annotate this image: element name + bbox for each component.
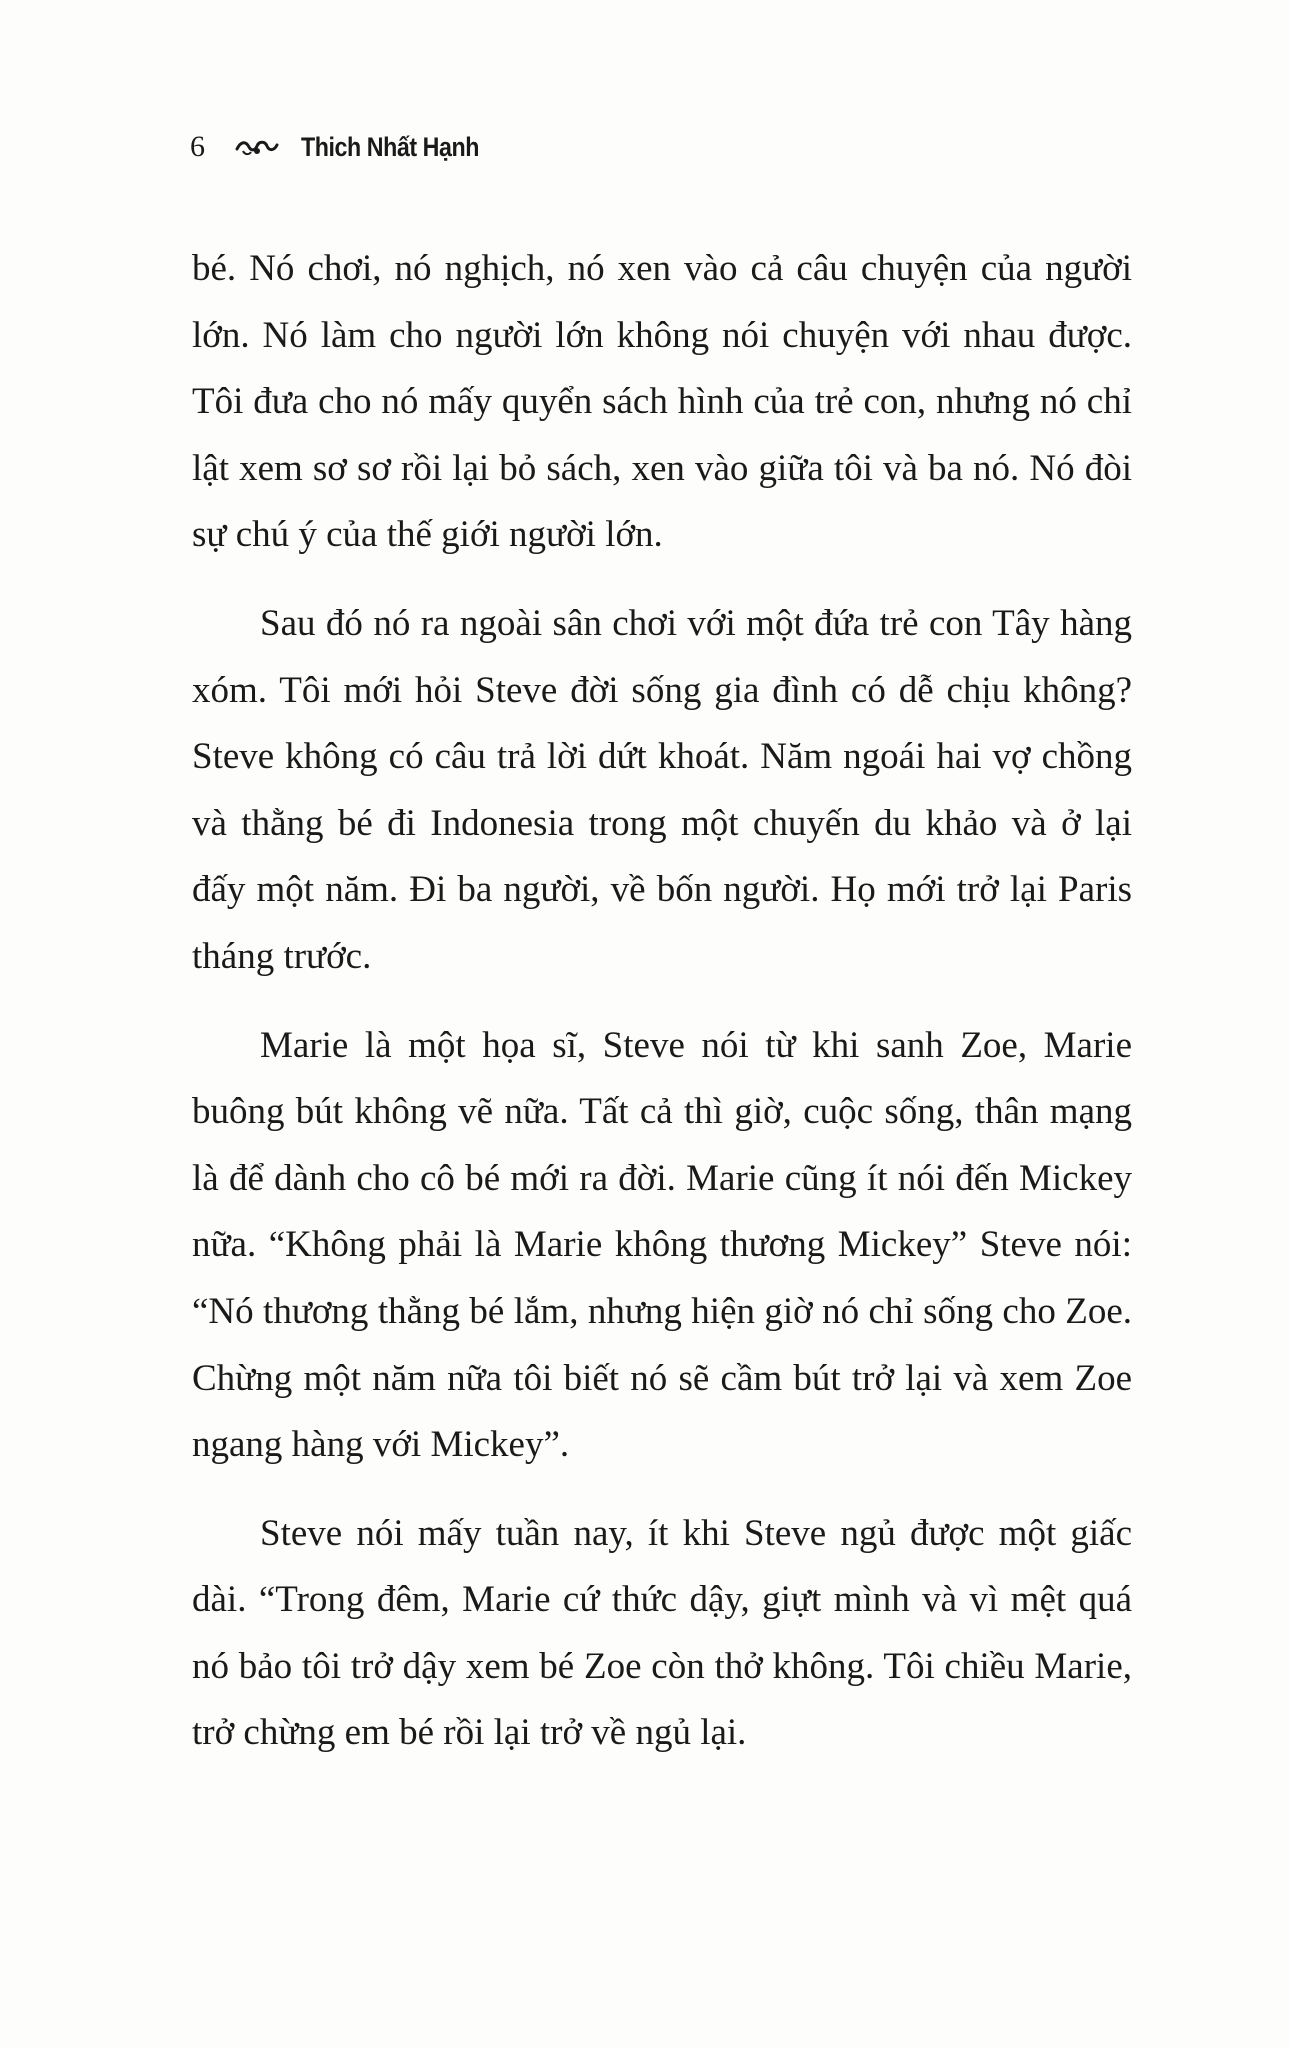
running-header — [190, 122, 508, 172]
paragraph-3: Marie là một họa sĩ, Steve nói từ khi sanh Zoe, Marie buông bút không vẽ nữa. Tất cả thì giờ, cuộc sống, thân mạng là để dành cho cô bé mới ra đời. Marie cũng ít nói đến Mickey nữa. “Không phải là Marie không thương Mickey” Steve nói: “Nó thương thằng bé lắm, nhưng hiện giờ nó chỉ sống cho Zoe. Chừng một năm nữa tôi biết nó sẽ cầm bút trở lại và xem Zoe ngang hàng với Mickey”. — [192, 1024, 1132, 1466]
paragraph-2: Sau đó nó ra ngoài sân chơi với một đứa trẻ con Tây hàng xóm. Tôi mới hỏi Steve đời sống gia đình có dễ chịu không? Steve không có câu trả lời dứt khoát. Năm ngoái hai vợ chồng và thằng bé đi Indonesia trong một chuyến du khảo và ở lại đấy một năm. Đi ba người, về bốn người. Họ mới trở lại Paris tháng trước. — [192, 602, 1132, 977]
paragraph-4: Steve nói mấy tuần nay, ít khi Steve ngủ được một giấc dài. “Trong đêm, Marie cứ thức dậy, giựt mình và vì mệt quá nó bảo tôi trở dậy xem bé Zoe còn thở không. Tôi chiều Marie, trở chừng em bé rồi lại trở về ngủ lại. — [192, 1512, 1132, 1754]
paragraph-1: bé. Nó chơi, nó nghịch, nó xen vào cả câu chuyện của người lớn. Nó làm cho người lớn không nói chuyện với nhau được. Tôi đưa cho nó mấy quyển sách hình của trẻ con, nhưng nó chỉ lật xem sơ sơ rồi lại bỏ sách, xen vào giữa tôi và ba nó. Nó đòi sự chú ý của thế giới người lớn. — [192, 248, 1132, 556]
body-text — [192, 236, 1132, 1767]
page-number: 6 — [190, 130, 205, 163]
author-name: Thich Nhất Hạnh — [301, 131, 480, 162]
ornament-icon — [235, 137, 279, 157]
